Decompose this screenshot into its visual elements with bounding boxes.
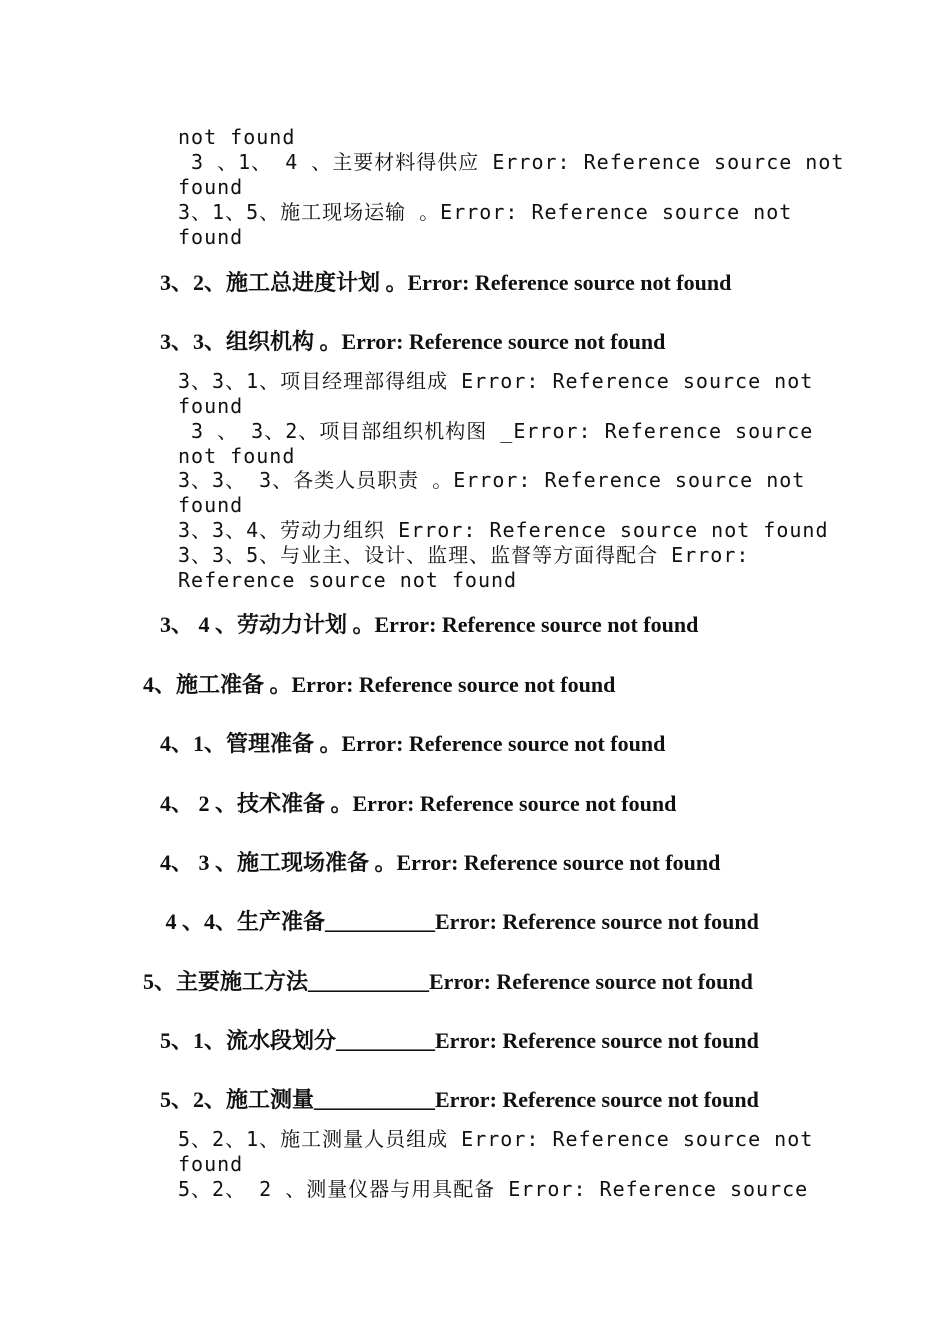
toc-heading-5-2: 5、2、施工测量___________Error: Reference source not found — [160, 1087, 759, 1112]
toc-entry-continuation: found — [178, 225, 244, 249]
toc-entry-continuation: found — [178, 394, 244, 418]
toc-entry-continuation: not found — [178, 125, 296, 149]
toc-entry-continuation: found — [178, 1152, 244, 1176]
toc-heading-4-2: 4、 2 、技术准备 。Error: Reference source not found — [160, 791, 677, 816]
toc-heading-3-3: 3、3、组织机构 。Error: Reference source not found — [160, 329, 666, 354]
toc-heading-3-2: 3、2、施工总进度计划 。Error: Reference source not found — [160, 270, 732, 295]
toc-entry-3-3-3: 3、3、 3、各类人员职责 。Error: Reference source not — [178, 468, 806, 492]
toc-entry-continuation: found — [178, 493, 244, 517]
toc-heading-4-1: 4、1、管理准备 。Error: Reference source not found — [160, 731, 666, 756]
toc-entry-continuation: Reference source not found — [178, 568, 518, 592]
toc-heading-4: 4、施工准备 。Error: Reference source not found — [143, 672, 616, 697]
toc-entry-continuation: not found — [178, 444, 296, 468]
toc-entry-continuation: found — [178, 175, 244, 199]
toc-entry-3-3-2: 3 、 3、2、项目部组织机构图 _Error: Reference source — [178, 419, 814, 443]
toc-entry-5-2-1: 5、2、1、施工测量人员组成 Error: Reference source not — [178, 1127, 814, 1151]
toc-heading-4-3: 4、 3 、施工现场准备 。Error: Reference source not found — [160, 850, 721, 875]
toc-entry-3-3-1: 3、3、1、项目经理部得组成 Error: Reference source not — [178, 369, 814, 393]
toc-heading-3-4: 3、 4 、劳动力计划 。Error: Reference source not found — [160, 612, 699, 637]
toc-entry-5-2-2: 5、2、 2 、测量仪器与用具配备 Error: Reference source — [178, 1177, 809, 1201]
toc-entry-3-1-5: 3、1、5、施工现场运输 。Error: Reference source not — [178, 200, 793, 224]
toc-heading-4-4: 4 、4、生产准备__________Error: Reference source not found — [160, 909, 759, 934]
toc-entry-3-3-5: 3、3、5、与业主、设计、监理、监督等方面得配合 Error: — [178, 543, 750, 567]
toc-heading-5: 5、主要施工方法___________Error: Reference source not found — [143, 969, 753, 994]
toc-entry-3-3-4: 3、3、4、劳动力组织 Error: Reference source not found — [178, 518, 829, 542]
toc-entry-3-1-4: 3 、1、 4 、主要材料得供应 Error: Reference source not — [178, 150, 845, 174]
toc-heading-5-1: 5、1、流水段划分_________Error: Reference source not found — [160, 1028, 759, 1053]
